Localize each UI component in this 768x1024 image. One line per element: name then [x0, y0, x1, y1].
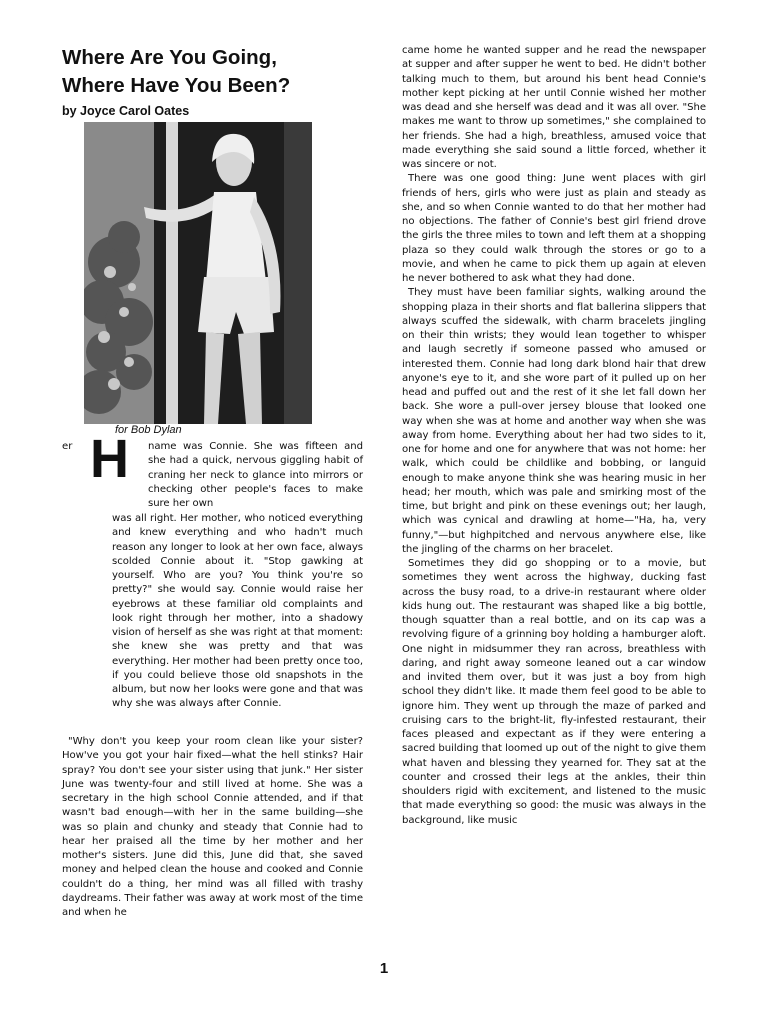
- opening-paragraph-lines: name was Connie. She was fifteen and she had a quick, nervous giggling habit of craning her neck to glance into mirrors or checking other people's faces to make sure her own: [148, 441, 363, 509]
- paragraph-drive-in: Sometimes they did go shopping or to a movie, but sometimes they went across the highway, ducking fast across the busy road, to a drive-in restaurant where older kids hung out. The restaurant was shaped like a big bottle, though squatter than a real bottle, and on its cap was a revolving figure of a grinning boy holding a hamburger aloft. One night in midsummer they ran across, breathless with daring, and right away someone leaned out a car window and invited them over, but it was just a boy from high school they didn't like. It made them feel good to be able to ignore him. They went up through the maze of parked and cruising cars to the bright-lit, fly-infested restaurant, their faces pleased and expectant as if they were entering a sacred building that loomed up out of the night to give them what haven and blessing they yearned for. They sat at the counter and crossed their legs at the ankles, their thin shoulders rigid with excitement, and listened to the music that made everything so good: the music was always in the background, like music: [402, 558, 706, 826]
- paragraph-father: came home he wanted supper and he read the newspaper at supper and after supper he went to bed. He didn't bother talking much to them, but around his bent head Connie's mother kept picking at her until Connie wished her mother was dead and she herself was dead and it was all over. "She makes me want to throw up sometimes," she complained to her friends. She had a high, breathless, amused voice that made everything she said sound a little forced, whether it was sincere or not.: [402, 45, 706, 170]
- story-title: [62, 44, 362, 100]
- title-line-1: Where Are You Going,: [62, 46, 277, 69]
- left-column: [62, 44, 362, 119]
- woman-in-doorway-image: [84, 122, 312, 424]
- paragraph-june-outings: There was one good thing: June went places with girl friends of hers, girls who were just as plain and steady as she, and so when Connie wanted to do that her mother had no objections. The father of Connie's best girl friend drove the girls the three miles to town and left them at a shopping plaza so they could walk through the stores or go to a movie, and when he came to pick them up again at eleven he never bothered to ask what they had done.: [402, 173, 706, 284]
- title-line-2: Where Have You Been?: [62, 74, 291, 97]
- paragraph-shopping-plaza: They must have been familiar sights, walking around the shopping plaza in their shorts and flat ballerina slippers that always scuffed the sidewalk, with charm bracelets jingling on their thin wrists; they would lean together to whisper and laugh secretly if someone passed who amused or interested them. Connie had long dark blond hair that drew anyone's eye to it, and she wore part of it pulled up on her head and puffed out and the rest of it she let fall down her back. She wore a pull-over jersey blouse that looked one way when she was at home and another way when she was away from home. Everything about her had two sides to it, one for home and one for anywhere that was not home: her walk, which could be childlike and bobbing, or languid enough to make anyone think she was hearing music in her head; her mouth, which was pale and smirking most of the time, but bright and pink on these evenings out; her laugh, which was cynical and drawling at home—"Ha, ha, very funny,"—but highpitched and nervous anywhere else, like the jingling of the charms on her bracelet.: [402, 287, 706, 555]
- photo-caption: for Bob Dylan: [115, 424, 182, 436]
- story-photo: [84, 122, 312, 424]
- right-column: [402, 44, 706, 828]
- page-number: 1: [379, 960, 389, 977]
- author-byline: by Joyce Carol Oates: [62, 104, 190, 118]
- drop-cap-letter: H: [90, 429, 129, 489]
- opening-paragraph-continued: was all right. Her mother, who noticed everything and knew everything and who hadn't much reason any longer to look at her own face, always scolded Connie about it. "Stop gawking at yourself. Who are you? You think you're so pretty?" she would say. Connie would raise her eyebrows at these familiar old complaints and look right through her mother, into a shadowy vision of herself as she was right at that moment: she knew she was pretty and that was everything. Her mother had been pretty once too, if you could believe those old snapshots in the album, but now her looks were gone and that was why she was always after Connie.: [112, 513, 363, 710]
- paragraph-mother-and-june: "Why don't you keep your room clean like your sister? How've you got your hair fixed—what the hell stinks? Hair spray? You don't see your sister using that junk." Her sister June was twenty-four and still lived at home. She was a secretary in the high school Connie attended, and if that wasn't bad enough—with her in the same building—she was so plain and chunky and steady that Connie had to hear her praised all the time by her mother and her mother's sisters. June did this, June did that, she saved money and helped clean the house and cooked and Connie couldn't do a thing, her mind was all filled with trashy daydreams. Their father was away at work most of the time and when he: [62, 736, 363, 918]
- dropcap-prefix: er: [62, 441, 73, 452]
